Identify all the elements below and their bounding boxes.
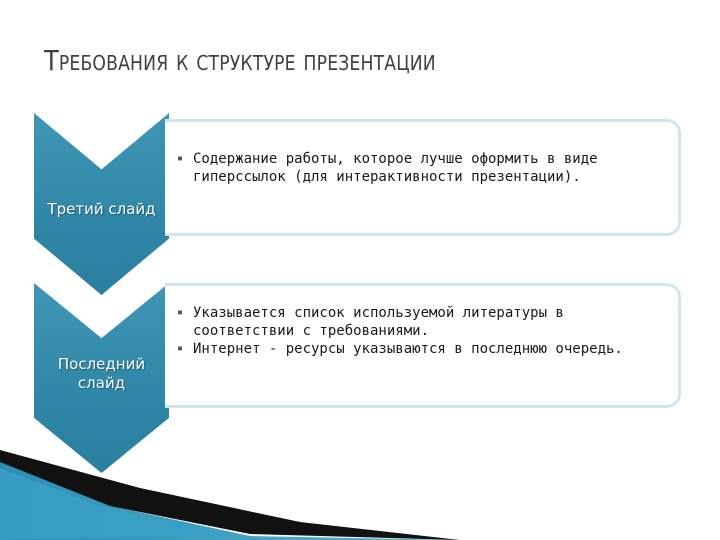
- bullet-icon: ▪: [177, 307, 184, 318]
- bullet-icon: ▪: [177, 153, 184, 164]
- bullet-text: Указывается список используемой литературы в соответствии с требованиями.: [193, 305, 564, 339]
- bullet-text: Интернет - ресурсы указываются в последнюю очередь.: [193, 341, 623, 357]
- step-label-last-slide: Последний слайд: [57, 355, 146, 392]
- bullet-list: [175, 150, 670, 186]
- step-label-third-slide: Третий слайд: [47, 200, 156, 218]
- bullet-icon: ▪: [177, 343, 184, 354]
- slide-title: Требования к структуре презентации: [44, 44, 436, 77]
- step-content-third-slide: [165, 119, 681, 236]
- step-content-last-slide: [165, 283, 681, 408]
- bullet-item: [175, 150, 670, 186]
- bullet-item: [175, 304, 670, 340]
- bullet-item: [175, 340, 670, 358]
- bullet-text: Содержание работы, которое лучше оформить в виде гиперссылок (для интерактивности презентации).: [193, 151, 598, 185]
- decorative-swoosh: [0, 448, 460, 540]
- bullet-list: [175, 304, 670, 358]
